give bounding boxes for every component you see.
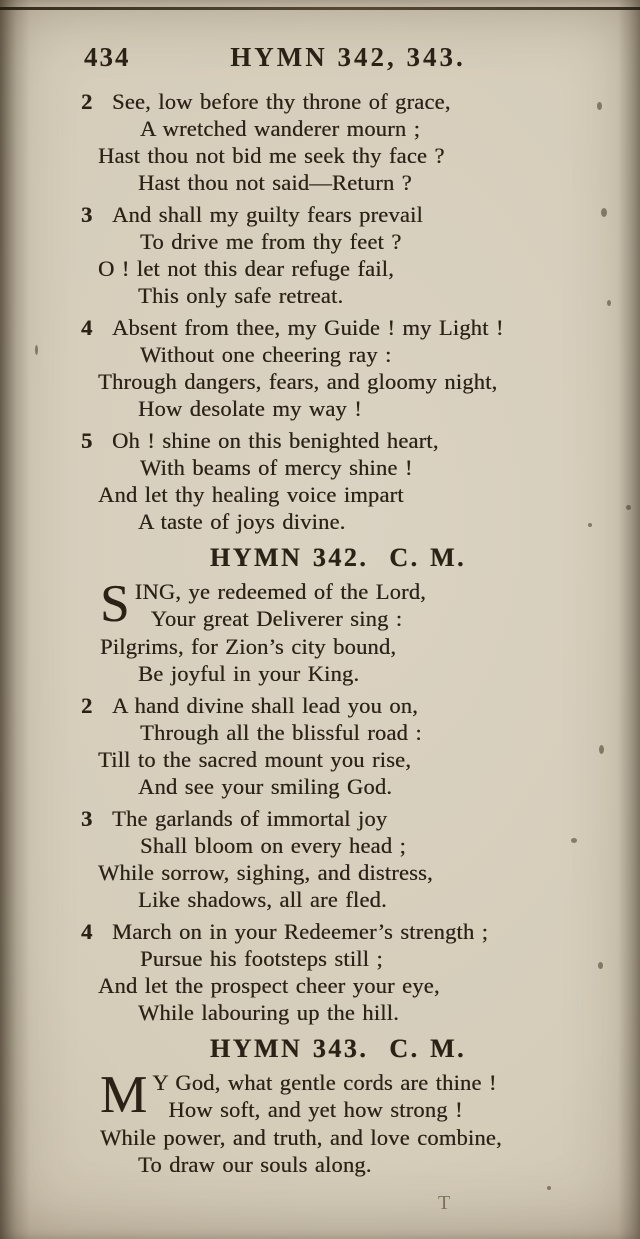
ink-speck	[601, 208, 607, 217]
verse-number: 4	[81, 919, 93, 944]
drop-cap-letter: M	[100, 1066, 148, 1124]
verse-line: Absent from thee, my Guide ! my Light !	[112, 315, 504, 340]
hymn-verse	[100, 575, 604, 687]
verse-line: Be joyful in your King.	[138, 661, 360, 686]
verse-number: 3	[81, 806, 93, 831]
verse-line: A wretched wanderer mourn ;	[140, 116, 421, 141]
verse-line: ING, ye redeemed of the Lord,	[134, 579, 426, 604]
page-top-edge-line	[0, 7, 640, 10]
bleed-through-mark: T	[438, 1192, 451, 1214]
verse-line: Shall bloom on every head ;	[140, 833, 406, 858]
verse-number: 2	[81, 89, 93, 114]
verse-line: How soft, and yet how strong !	[168, 1097, 463, 1122]
verse-line: See, low before thy throne of grace,	[112, 89, 451, 114]
verse-number: 5	[81, 428, 93, 453]
verse-line: A hand divine shall lead you on,	[112, 693, 418, 718]
hymn-text-body	[0, 88, 640, 1183]
ink-speck	[35, 345, 38, 355]
verse-line: While labouring up the hill.	[138, 1000, 399, 1025]
hymn-verse	[81, 314, 604, 422]
verse-line: Till to the sacred mount you rise,	[98, 747, 412, 772]
verse-line: Like shadows, all are fled.	[138, 887, 387, 912]
verse-line: With beams of mercy shine !	[140, 455, 413, 480]
verse-line: And let the prospect cheer your eye,	[98, 973, 440, 998]
verse-line: Y God, what gentle cords are thine !	[152, 1070, 497, 1095]
verse-line: Without one cheering ray :	[140, 342, 392, 367]
verse-line: Oh ! shine on this benighted heart,	[112, 428, 439, 453]
verse-line: And let thy healing voice impart	[98, 482, 404, 507]
ink-speck	[598, 962, 603, 969]
verse-line: A taste of joys divine.	[138, 509, 346, 534]
ink-speck	[588, 523, 592, 527]
verse-line: To draw our souls along.	[138, 1152, 372, 1177]
hymn-verse	[100, 1066, 604, 1178]
verse-line: Your great Deliverer sing :	[150, 606, 403, 631]
verse-line: This only safe retreat.	[138, 283, 344, 308]
hymn-verse	[81, 427, 604, 535]
page-header	[0, 42, 640, 76]
hymn-verse	[81, 918, 604, 1026]
verse-line: Through all the blissful road :	[140, 720, 422, 745]
verse-line: Hast thou not said—Return ?	[138, 170, 412, 195]
verse-number: 2	[81, 693, 93, 718]
hymn-verse	[81, 88, 604, 196]
ink-speck	[571, 838, 577, 843]
verse-line: Pursue his footsteps still ;	[140, 946, 383, 971]
hymn-heading: HYMN 343. C. M.	[209, 1034, 467, 1063]
ink-speck	[626, 505, 631, 510]
hymn-verse	[81, 201, 604, 309]
page-number: 434	[84, 42, 131, 72]
verse-line: And shall my guilty fears prevail	[112, 202, 423, 227]
verse-line: Through dangers, fears, and gloomy night,	[98, 369, 498, 394]
ink-speck	[547, 1186, 551, 1190]
verse-line: To drive me from thy feet ?	[140, 229, 402, 254]
verse-line: O ! let not this dear refuge fail,	[98, 256, 394, 281]
verse-line: While power, and truth, and love combine,	[100, 1125, 502, 1150]
running-header: HYMN 342, 343.	[230, 42, 466, 72]
drop-cap-letter: S	[100, 575, 130, 633]
hymn-verse	[81, 805, 604, 913]
verse-number: 3	[81, 202, 93, 227]
verse-line: While sorrow, sighing, and distress,	[98, 860, 433, 885]
verse-line: March on in your Redeemer’s strength ;	[112, 919, 489, 944]
verse-line: The garlands of immortal joy	[112, 806, 388, 831]
verse-line: And see your smiling God.	[138, 774, 393, 799]
ink-speck	[597, 102, 602, 110]
verse-line: How desolate my way !	[138, 396, 362, 421]
hymn-heading: HYMN 342. C. M.	[209, 543, 467, 572]
verse-line: Pilgrims, for Zion’s city bound,	[100, 634, 397, 659]
hymn-verse	[81, 692, 604, 800]
ink-speck	[607, 300, 611, 306]
ink-speck	[599, 745, 604, 754]
verse-line: Hast thou not bid me seek thy face ?	[98, 143, 445, 168]
verse-number: 4	[81, 315, 93, 340]
